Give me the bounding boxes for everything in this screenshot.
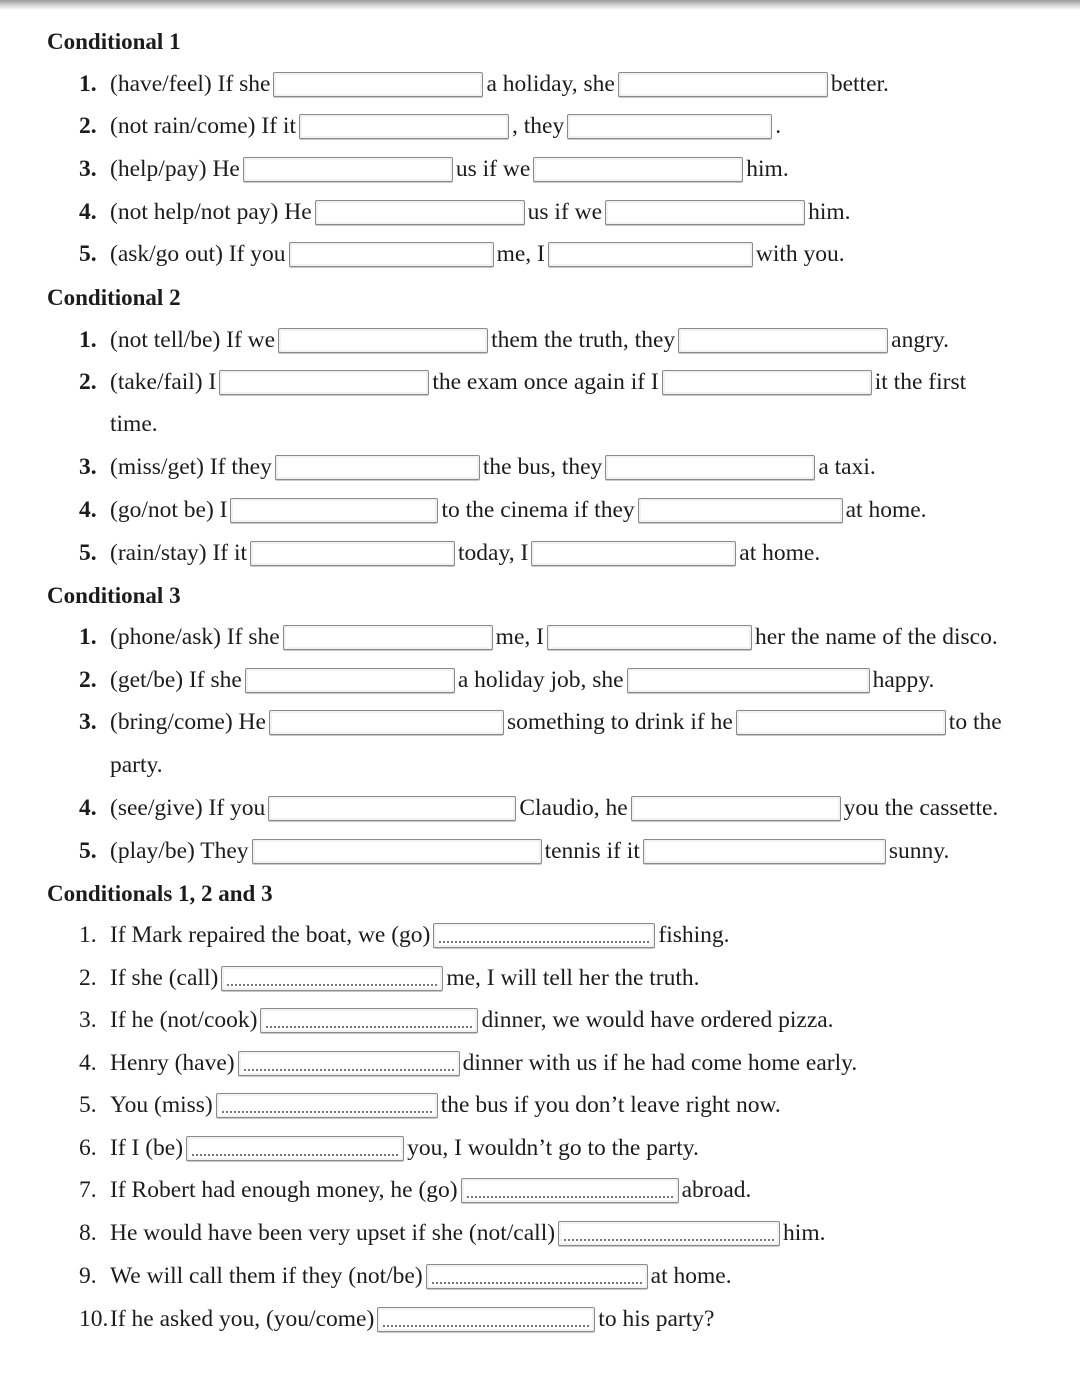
item-text: (not help/not pay) He	[110, 198, 312, 225]
section-heading: Conditional 2	[47, 285, 181, 310]
answer-field[interactable]	[268, 796, 516, 821]
item-text: (play/be) They	[110, 837, 249, 864]
item-text: it the first	[874, 368, 967, 395]
item-text: something to drink if he	[506, 708, 733, 735]
item-number: 8.	[79, 1219, 97, 1246]
item-text: (not rain/come) If it	[110, 112, 296, 139]
item-number: 1.	[79, 921, 97, 948]
exercise-item	[79, 68, 889, 100]
exercise-item	[79, 1047, 857, 1079]
exercise-item	[79, 1174, 751, 1206]
item-number: 4.	[79, 496, 97, 523]
item-number: 7.	[79, 1176, 97, 1203]
item-text: us if we	[455, 155, 531, 182]
item-text: If I (be)	[110, 1134, 184, 1161]
item-number: 2.	[79, 112, 97, 139]
answer-field[interactable]	[289, 242, 494, 267]
answer-field[interactable]	[250, 541, 455, 566]
item-text: dinner with us if he had come home early.	[462, 1049, 858, 1076]
exercise-item	[79, 494, 927, 526]
item-text: If Mark repaired the boat, we (go)	[110, 921, 431, 948]
exercise-item	[79, 451, 876, 483]
answer-field[interactable]	[631, 796, 841, 821]
item-text: me, I will tell her the truth.	[446, 964, 700, 991]
exercise-item	[79, 110, 781, 142]
answer-field[interactable]	[243, 157, 453, 182]
item-text: them the truth, they	[491, 326, 676, 353]
item-text: with you.	[755, 240, 845, 267]
item-number: 3.	[79, 453, 97, 480]
item-text: him.	[746, 155, 789, 182]
item-number: 1.	[79, 70, 97, 97]
item-text: better.	[830, 70, 889, 97]
exercise-item	[79, 153, 789, 185]
answer-field[interactable]	[643, 839, 886, 864]
exercise-item	[79, 1089, 781, 1121]
answer-field[interactable]	[558, 1221, 780, 1246]
item-text: angry.	[891, 326, 949, 353]
item-continuation: party.	[110, 752, 163, 778]
item-text: a taxi.	[818, 453, 876, 480]
answer-field[interactable]	[426, 1264, 648, 1289]
exercise-item	[79, 1004, 834, 1036]
item-number: 4.	[79, 794, 97, 821]
item-text: (help/pay) He	[110, 155, 240, 182]
item-text: If she (call)	[110, 964, 219, 991]
item-text: (have/feel) If she	[110, 70, 271, 97]
item-text: If he asked you, (you/come)	[110, 1305, 375, 1332]
item-text: you the cassette.	[843, 794, 999, 821]
answer-field[interactable]	[230, 498, 438, 523]
answer-field[interactable]	[252, 839, 542, 864]
item-number: 5.	[79, 1091, 97, 1118]
exercise-item	[79, 962, 700, 994]
item-text: (see/give) If you	[110, 794, 266, 821]
item-text: you, I wouldn’t go to the party.	[407, 1134, 699, 1161]
item-text: the bus, they	[482, 453, 603, 480]
item-text: to his party?	[598, 1305, 715, 1332]
section-heading: Conditionals 1, 2 and 3	[47, 881, 273, 906]
exercise-item	[79, 238, 845, 270]
item-text: , they	[511, 112, 565, 139]
answer-field[interactable]	[377, 1307, 595, 1332]
exercise-item	[79, 537, 820, 569]
item-text: We will call them if they (not/be)	[110, 1262, 423, 1289]
answer-field[interactable]	[605, 455, 815, 480]
item-text: abroad.	[681, 1176, 752, 1203]
exercise-item	[79, 664, 934, 696]
exercise-item	[79, 706, 1002, 738]
item-continuation: time.	[110, 411, 158, 437]
answer-field[interactable]	[605, 200, 805, 225]
item-text: today, I	[458, 539, 529, 566]
item-text: (rain/stay) If it	[110, 539, 248, 566]
item-text: at home.	[845, 496, 927, 523]
answer-field[interactable]	[186, 1136, 404, 1161]
exercise-item	[79, 366, 966, 398]
answer-field[interactable]	[283, 625, 493, 650]
answer-field[interactable]	[315, 200, 525, 225]
answer-field[interactable]	[461, 1178, 679, 1203]
item-text: sunny.	[888, 837, 950, 864]
answer-field[interactable]	[269, 710, 504, 735]
item-text: at home.	[650, 1262, 732, 1289]
exercise-item	[79, 1260, 732, 1292]
answer-field[interactable]	[736, 710, 946, 735]
exercise-item	[79, 196, 851, 228]
item-text: If Robert had enough money, he (go)	[110, 1176, 458, 1203]
item-text: him.	[783, 1219, 826, 1246]
item-text: (ask/go out) If you	[110, 240, 286, 267]
item-number: 10.	[79, 1305, 109, 1332]
item-text: him.	[808, 198, 851, 225]
item-number: 4.	[79, 198, 97, 225]
item-text: us if we	[527, 198, 603, 225]
item-text: to the	[948, 708, 1002, 735]
exercise-item	[79, 792, 998, 824]
answer-field[interactable]	[299, 114, 509, 139]
item-text: tennis if it	[544, 837, 640, 864]
item-text: to the cinema if they	[441, 496, 635, 523]
item-number: 1.	[79, 623, 97, 650]
item-text: fishing.	[658, 921, 730, 948]
item-number: 1.	[79, 326, 97, 353]
item-text: Claudio, he	[519, 794, 628, 821]
item-text: (go/not be) I	[110, 496, 228, 523]
item-number: 5.	[79, 539, 97, 566]
item-number: 6.	[79, 1134, 97, 1161]
item-text: .	[775, 112, 782, 139]
item-text: me, I	[496, 240, 545, 267]
answer-field[interactable]	[662, 370, 872, 395]
item-text: If he (not/cook)	[110, 1006, 258, 1033]
item-text: a holiday, she	[486, 70, 615, 97]
answer-field[interactable]	[548, 242, 753, 267]
answer-field[interactable]	[533, 157, 743, 182]
item-text: (miss/get) If they	[110, 453, 272, 480]
exercise-item	[79, 621, 998, 653]
answer-field[interactable]	[260, 1008, 478, 1033]
item-text: (take/fail) I	[110, 368, 217, 395]
item-number: 2.	[79, 666, 97, 693]
answer-field[interactable]	[245, 668, 455, 693]
item-number: 3.	[79, 155, 97, 182]
item-text: the exam once again if I	[432, 368, 659, 395]
item-text: (get/be) If she	[110, 666, 242, 693]
answer-field[interactable]	[273, 72, 483, 97]
item-text: Henry (have)	[110, 1049, 235, 1076]
exercise-item	[79, 324, 949, 356]
item-number: 2.	[79, 964, 97, 991]
answer-field[interactable]	[219, 370, 429, 395]
exercise-item	[79, 919, 730, 951]
item-number: 5.	[79, 240, 97, 267]
exercise-item	[79, 1303, 714, 1335]
item-text: (bring/come) He	[110, 708, 266, 735]
answer-field[interactable]	[216, 1093, 438, 1118]
item-text: the bus if you don’t leave right now.	[440, 1091, 781, 1118]
answer-field[interactable]	[278, 328, 488, 353]
answer-field[interactable]	[275, 455, 480, 480]
section-heading: Conditional 3	[47, 583, 181, 608]
window-top-edge	[0, 0, 1080, 10]
answer-field[interactable]	[433, 923, 655, 948]
answer-field[interactable]	[238, 1051, 460, 1076]
item-text: her the name of the disco.	[754, 623, 998, 650]
item-number: 9.	[79, 1262, 97, 1289]
item-text: a holiday job, she	[457, 666, 624, 693]
item-number: 2.	[79, 368, 97, 395]
answer-field[interactable]	[678, 328, 888, 353]
answer-field[interactable]	[627, 668, 870, 693]
item-text: happy.	[872, 666, 935, 693]
section-heading: Conditional 1	[47, 29, 181, 54]
item-number: 3.	[79, 1006, 97, 1033]
answer-field[interactable]	[618, 72, 828, 97]
item-text: (phone/ask) If she	[110, 623, 280, 650]
answer-field[interactable]	[221, 966, 443, 991]
item-text: at home.	[739, 539, 821, 566]
answer-field[interactable]	[531, 541, 736, 566]
item-text: You (miss)	[110, 1091, 213, 1118]
item-number: 5.	[79, 837, 97, 864]
item-text: He would have been very upset if she (not/call)	[110, 1219, 556, 1246]
item-text: dinner, we would have ordered pizza.	[481, 1006, 834, 1033]
item-text: me, I	[495, 623, 544, 650]
item-number: 4.	[79, 1049, 97, 1076]
item-text: (not tell/be) If we	[110, 326, 276, 353]
answer-field[interactable]	[567, 114, 772, 139]
answer-field[interactable]	[638, 498, 843, 523]
exercise-item	[79, 835, 949, 867]
answer-field[interactable]	[547, 625, 752, 650]
exercise-item	[79, 1132, 699, 1164]
exercise-item	[79, 1217, 825, 1249]
item-number: 3.	[79, 708, 97, 735]
